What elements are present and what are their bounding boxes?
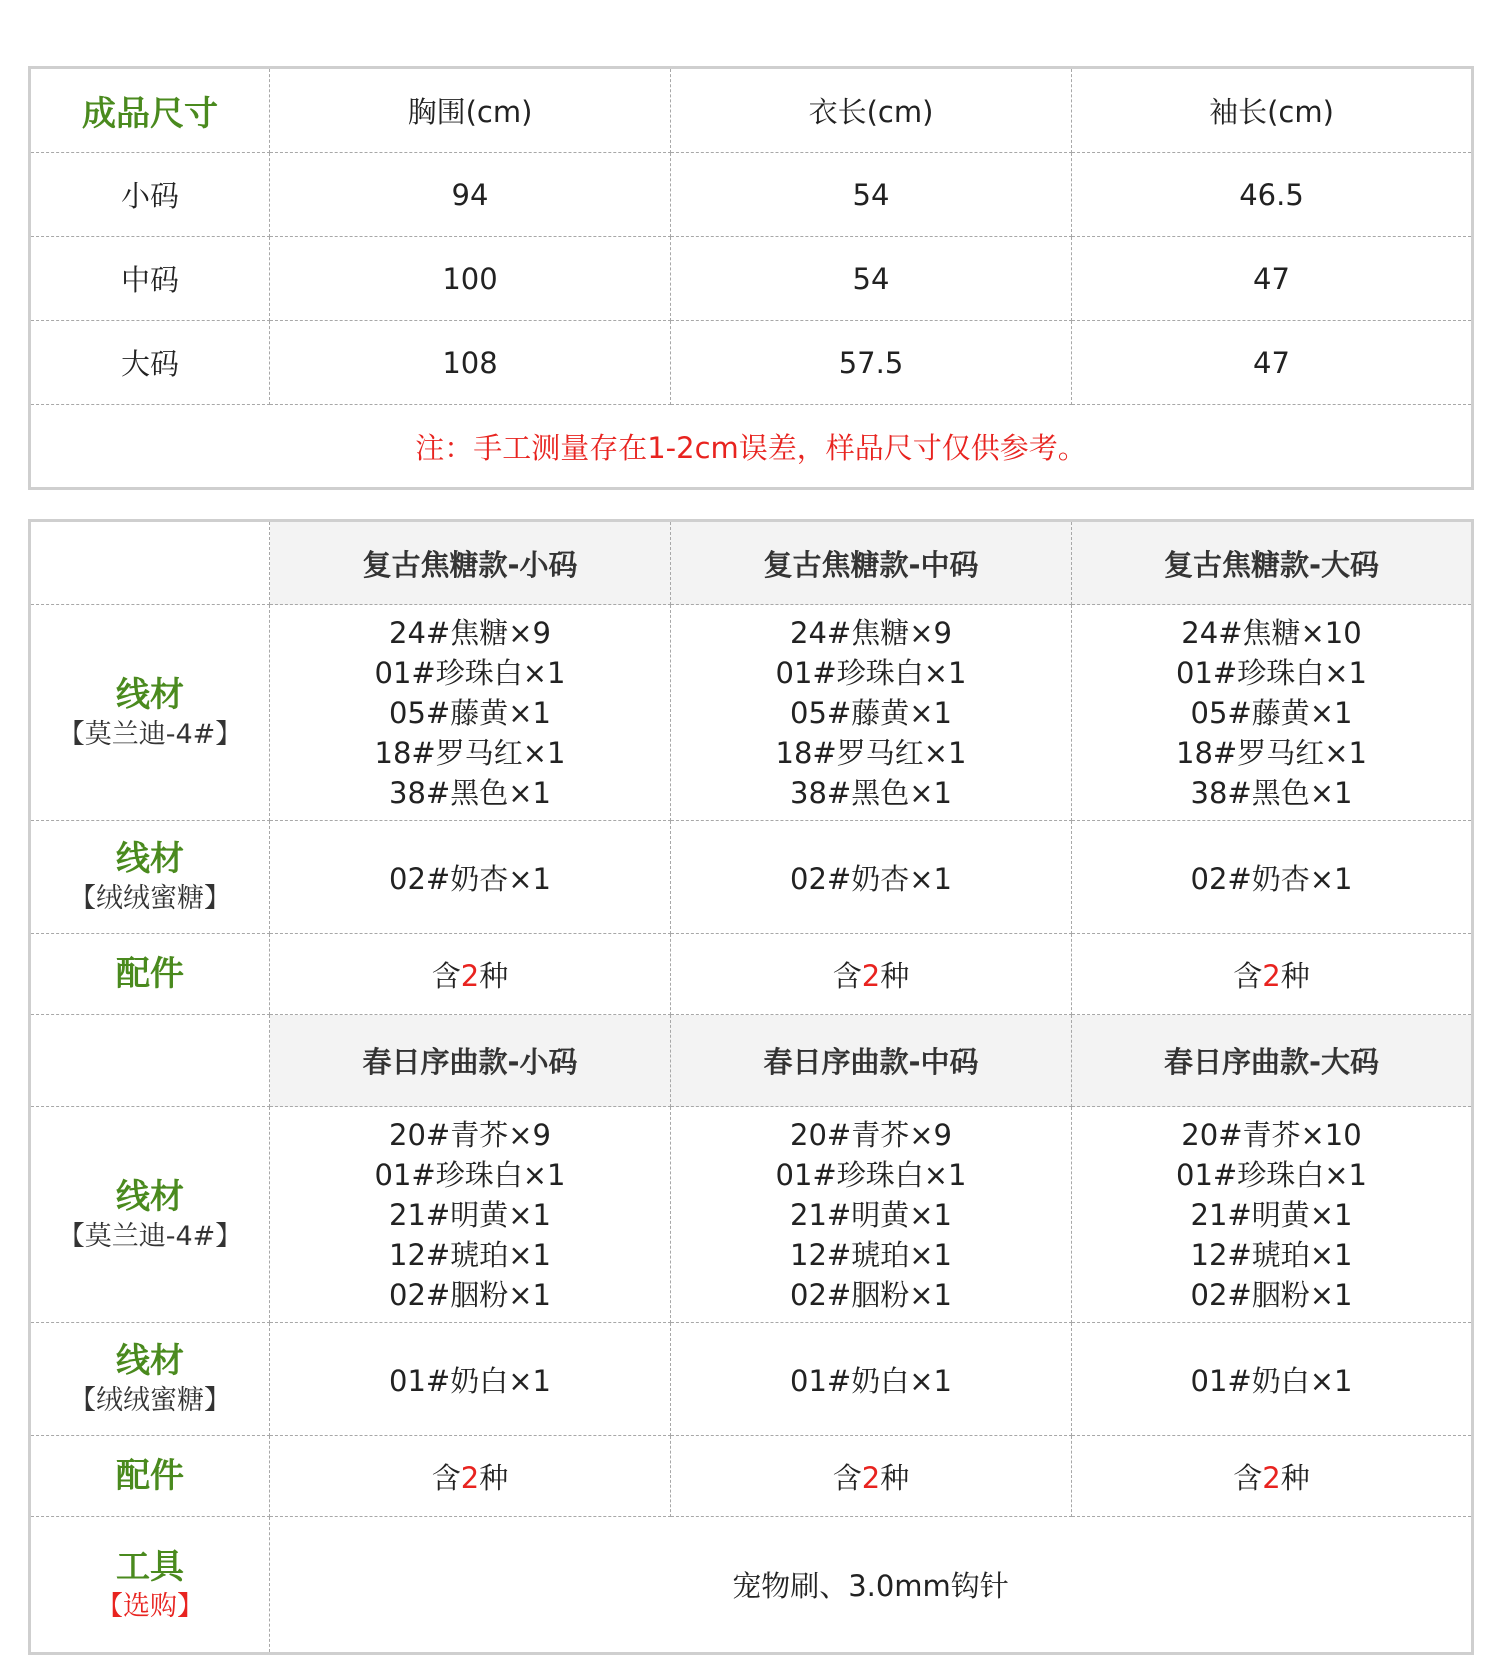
yarn-velvet-row bbox=[30, 1323, 1473, 1436]
yarn-item: 38#黑色×1 bbox=[389, 775, 551, 810]
parts-prefix: 含 bbox=[1233, 1460, 1263, 1495]
yarn-list bbox=[671, 605, 1072, 821]
yarn-item: 18#罗马红×1 bbox=[374, 735, 566, 770]
row-label-main: 线材 bbox=[116, 1341, 184, 1381]
yarn-main-row bbox=[30, 1107, 1473, 1323]
row-label-sub: 【绒绒蜜糖】 bbox=[69, 883, 231, 914]
yarn-item: 05#藤黄×1 bbox=[389, 695, 551, 730]
row-label-sub: 【莫兰迪-4#】 bbox=[57, 718, 243, 750]
parts-number: 2 bbox=[1262, 958, 1281, 993]
yarn-list bbox=[270, 1107, 671, 1323]
yarn-item: 18#罗马红×1 bbox=[1176, 735, 1367, 770]
parts-count bbox=[1072, 934, 1473, 1015]
parts-number: 2 bbox=[460, 1460, 480, 1495]
size-table bbox=[28, 66, 1474, 490]
yarn-item: 21#明黄×1 bbox=[389, 1197, 551, 1232]
size-table-title bbox=[30, 68, 270, 153]
size-row-large bbox=[30, 321, 1473, 405]
yarn-item: 01#珍珠白×1 bbox=[1176, 1157, 1367, 1192]
yarn-item: 02#胭粉×1 bbox=[1190, 1277, 1353, 1312]
tools-row bbox=[30, 1517, 1473, 1654]
size-header-row bbox=[30, 68, 1473, 153]
parts-count bbox=[671, 934, 1072, 1015]
yarn-item: 21#明黄×1 bbox=[1190, 1197, 1353, 1232]
size-row-medium bbox=[30, 237, 1473, 321]
column-header-sleeve: 袖长(cm) bbox=[1072, 68, 1473, 153]
parts-prefix: 含 bbox=[1233, 958, 1263, 993]
measurement-note: 注：手工测量存在1-2cm误差，样品尺寸仅供参考。 bbox=[30, 405, 1473, 489]
variant-header: 复古焦糖款-小码 bbox=[270, 521, 671, 605]
yarn-item: 05#藤黄×1 bbox=[790, 695, 952, 730]
row-label bbox=[30, 605, 270, 821]
parts-prefix: 含 bbox=[832, 958, 862, 993]
parts-count bbox=[270, 934, 671, 1015]
parts-number: 2 bbox=[861, 958, 881, 993]
yarn-item: 20#青芥×10 bbox=[1181, 1117, 1362, 1152]
yarn-list bbox=[671, 1107, 1072, 1323]
yarn-item: 01#珍珠白×1 bbox=[1176, 655, 1367, 690]
yarn-item: 20#青芥×9 bbox=[790, 1117, 952, 1152]
yarn-item: 01#奶白×1 bbox=[270, 1323, 671, 1436]
parts-suffix: 种 bbox=[1280, 1460, 1310, 1495]
size-label: 中码 bbox=[30, 237, 270, 321]
size-value: 94 bbox=[270, 153, 671, 237]
row-label bbox=[30, 1107, 270, 1323]
yarn-item: 24#焦糖×9 bbox=[790, 615, 952, 650]
yarn-list bbox=[1072, 605, 1473, 821]
parts-number: 2 bbox=[861, 1460, 881, 1495]
yarn-item: 02#奶杏×1 bbox=[270, 821, 671, 934]
parts-suffix: 种 bbox=[880, 1460, 910, 1495]
yarn-item: 01#珍珠白×1 bbox=[374, 1157, 566, 1192]
empty-corner-cell bbox=[30, 521, 270, 605]
parts-prefix: 含 bbox=[832, 1460, 862, 1495]
yarn-list bbox=[1072, 1107, 1473, 1323]
row-label-main: 配件 bbox=[116, 1456, 184, 1496]
variant-header: 春日序曲款-中码 bbox=[671, 1015, 1072, 1107]
size-value: 108 bbox=[270, 321, 671, 405]
yarn-item: 02#胭粉×1 bbox=[389, 1277, 551, 1312]
parts-count bbox=[270, 1436, 671, 1517]
row-label bbox=[30, 1323, 270, 1436]
variant-header: 春日序曲款-小码 bbox=[270, 1015, 671, 1107]
parts-number: 2 bbox=[1262, 1460, 1281, 1495]
parts-row bbox=[30, 1436, 1473, 1517]
yarn-item: 05#藤黄×1 bbox=[1190, 695, 1353, 730]
parts-prefix: 含 bbox=[431, 1460, 461, 1495]
parts-count bbox=[671, 1436, 1072, 1517]
parts-suffix: 种 bbox=[479, 1460, 509, 1495]
yarn-item: 01#珍珠白×1 bbox=[775, 1157, 967, 1192]
yarn-item: 02#奶杏×1 bbox=[1072, 821, 1473, 934]
yarn-item: 38#黑色×1 bbox=[790, 775, 952, 810]
row-label-main: 线材 bbox=[116, 839, 184, 879]
variant-header: 复古焦糖款-中码 bbox=[671, 521, 1072, 605]
yarn-item: 01#奶白×1 bbox=[1072, 1323, 1473, 1436]
row-label-sub: 【选购】 bbox=[96, 1590, 204, 1622]
yarn-item: 01#奶白×1 bbox=[671, 1323, 1072, 1436]
yarn-item: 24#焦糖×9 bbox=[389, 615, 551, 650]
row-label bbox=[30, 821, 270, 934]
row-label-main: 线材 bbox=[116, 674, 184, 715]
parts-suffix: 种 bbox=[479, 958, 509, 993]
yarn-item: 24#焦糖×10 bbox=[1181, 615, 1362, 650]
size-value: 100 bbox=[270, 237, 671, 321]
size-table-title-text: 成品尺寸 bbox=[82, 94, 218, 134]
yarn-item: 12#琥珀×1 bbox=[389, 1237, 551, 1272]
yarn-item: 02#奶杏×1 bbox=[671, 821, 1072, 934]
yarn-item: 20#青芥×9 bbox=[389, 1117, 551, 1152]
row-label bbox=[30, 1517, 270, 1654]
size-value: 54 bbox=[671, 237, 1072, 321]
variant-header: 春日序曲款-大码 bbox=[1072, 1015, 1473, 1107]
yarn-item: 12#琥珀×1 bbox=[790, 1237, 952, 1272]
variant-header: 复古焦糖款-大码 bbox=[1072, 521, 1473, 605]
size-label: 大码 bbox=[30, 321, 270, 405]
parts-suffix: 种 bbox=[880, 958, 910, 993]
empty-corner-cell bbox=[30, 1015, 270, 1107]
yarn-item: 12#琥珀×1 bbox=[1190, 1237, 1353, 1272]
size-value: 47 bbox=[1072, 237, 1473, 321]
row-label-sub: 【莫兰迪-4#】 bbox=[57, 1220, 243, 1252]
size-value: 46.5 bbox=[1072, 153, 1473, 237]
row-label-main: 线材 bbox=[116, 1176, 184, 1217]
size-label: 小码 bbox=[30, 153, 270, 237]
parts-number: 2 bbox=[460, 958, 480, 993]
column-header-length: 衣长(cm) bbox=[671, 68, 1072, 153]
yarn-velvet-row bbox=[30, 821, 1473, 934]
parts-prefix: 含 bbox=[431, 958, 461, 993]
row-label-main: 配件 bbox=[116, 954, 184, 994]
yarn-list bbox=[270, 605, 671, 821]
size-value: 54 bbox=[671, 153, 1072, 237]
section-header-row bbox=[30, 1015, 1473, 1107]
row-label bbox=[30, 1436, 270, 1517]
row-label bbox=[30, 934, 270, 1015]
yarn-item: 01#珍珠白×1 bbox=[775, 655, 967, 690]
tools-value: 宠物刷、3.0mm钩针 bbox=[270, 1517, 1473, 1654]
parts-count bbox=[1072, 1436, 1473, 1517]
yarn-item: 01#珍珠白×1 bbox=[374, 655, 566, 690]
size-row-small bbox=[30, 153, 1473, 237]
size-note-row bbox=[30, 405, 1473, 489]
column-header-chest: 胸围(cm) bbox=[270, 68, 671, 153]
parts-row bbox=[30, 934, 1473, 1015]
row-label-main: 工具 bbox=[116, 1546, 184, 1587]
size-value: 47 bbox=[1072, 321, 1473, 405]
yarn-main-row bbox=[30, 605, 1473, 821]
yarn-item: 38#黑色×1 bbox=[1190, 775, 1353, 810]
yarn-item: 18#罗马红×1 bbox=[775, 735, 967, 770]
material-table bbox=[28, 519, 1474, 1655]
yarn-item: 21#明黄×1 bbox=[790, 1197, 952, 1232]
section-header-row bbox=[30, 521, 1473, 605]
size-value: 57.5 bbox=[671, 321, 1072, 405]
yarn-item: 02#胭粉×1 bbox=[790, 1277, 952, 1312]
row-label-sub: 【绒绒蜜糖】 bbox=[69, 1385, 231, 1416]
parts-suffix: 种 bbox=[1280, 958, 1310, 993]
